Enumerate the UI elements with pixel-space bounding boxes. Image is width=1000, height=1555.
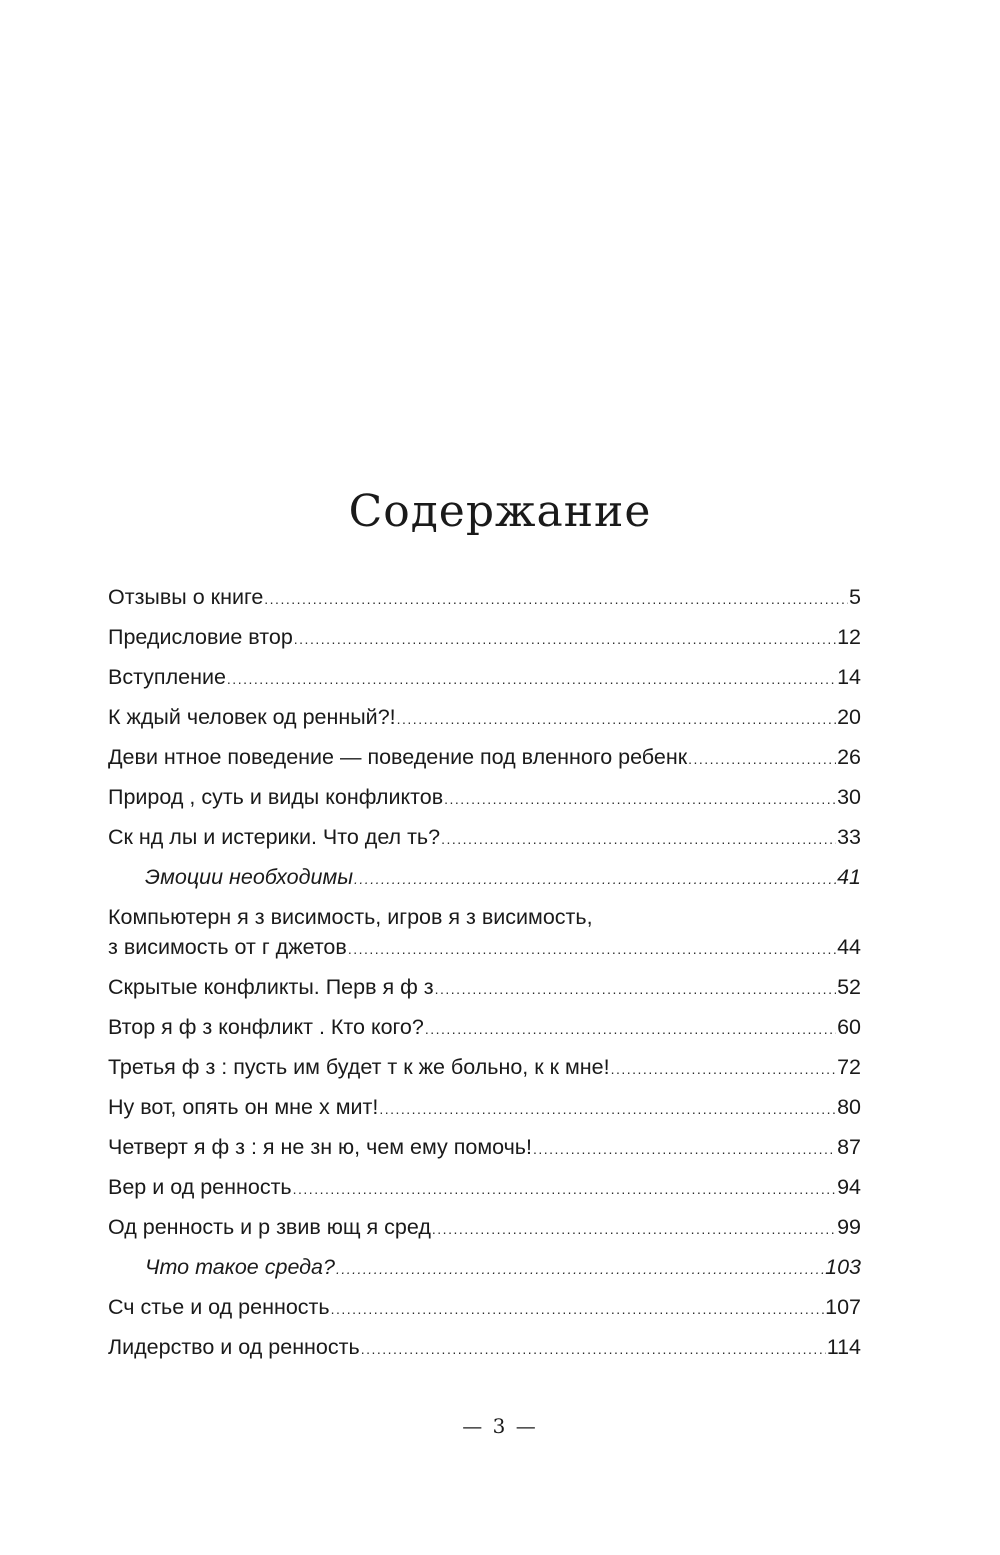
toc-entry-page: 52 xyxy=(837,975,861,999)
toc-entry-label: Эмоции необходимы xyxy=(145,865,354,889)
toc-entry xyxy=(108,1327,861,1367)
toc-entry xyxy=(108,817,861,857)
toc-entry-label: Четверт я ф з : я не зн ю, чем ему помочь! xyxy=(108,1135,532,1159)
toc-entry xyxy=(108,1127,861,1167)
toc-entry-line2 xyxy=(108,927,861,967)
toc-entry-label: Отзывы о книге xyxy=(108,585,264,609)
toc-leader xyxy=(432,1209,836,1249)
toc-entry-label: Вступление xyxy=(108,665,226,689)
toc-entry-label: Сч стье и од ренность xyxy=(108,1295,330,1319)
toc-subentry xyxy=(108,857,861,897)
toc-entry-page: 26 xyxy=(837,745,861,769)
toc-leader xyxy=(354,859,836,899)
toc-entry-label: Скрытые конфликты. Перв я ф з xyxy=(108,975,434,999)
toc-leader xyxy=(435,969,836,1009)
toc-entry xyxy=(108,1047,861,1087)
toc-leader xyxy=(425,1009,836,1049)
toc-leader xyxy=(294,619,836,659)
toc-entry-line1 xyxy=(108,897,861,927)
toc-leader xyxy=(533,1129,836,1169)
toc-entry-page: 103 xyxy=(825,1255,861,1279)
toc-entry xyxy=(108,1087,861,1127)
toc-entry-page: 30 xyxy=(837,785,861,809)
toc-entry-label: Ну вот, опять он мне х мит! xyxy=(108,1095,379,1119)
table-of-contents xyxy=(108,577,861,1367)
toc-leader xyxy=(293,1169,836,1209)
toc-leader xyxy=(361,1329,826,1369)
toc-entry xyxy=(108,577,861,617)
toc-leader xyxy=(397,699,836,739)
toc-entry-label: Природ , суть и виды конфликтов xyxy=(108,785,444,809)
toc-entry-label: Предисловие втор xyxy=(108,625,293,649)
toc-entry-page: 20 xyxy=(837,705,861,729)
toc-leader xyxy=(331,1289,825,1329)
toc-entry-page: 12 xyxy=(837,625,861,649)
toc-entry xyxy=(108,617,861,657)
toc-entry-page: 72 xyxy=(837,1055,861,1079)
toc-leader xyxy=(336,1249,824,1289)
toc-leader xyxy=(264,579,848,619)
page-number: — 3 — xyxy=(462,1414,538,1438)
toc-entry xyxy=(108,1287,861,1327)
toc-entry-page: 5 xyxy=(849,585,861,609)
toc-entry-label: Что такое среда? xyxy=(145,1255,335,1279)
toc-entry-page: 44 xyxy=(837,935,861,959)
toc-entry-page: 60 xyxy=(837,1015,861,1039)
toc-entry xyxy=(108,967,861,1007)
toc-entry xyxy=(108,1207,861,1247)
toc-entry-label: Од ренность и р звив ющ я сред xyxy=(108,1215,431,1239)
toc-entry-label: Втор я ф з конфликт . Кто кого? xyxy=(108,1015,424,1039)
toc-leader xyxy=(227,659,836,699)
toc-entry-page: 107 xyxy=(825,1295,861,1319)
toc-leader xyxy=(441,819,836,859)
toc-entry xyxy=(108,777,861,817)
toc-entry-page: 94 xyxy=(837,1175,861,1199)
toc-entry-label: Компьютерн я з висимость, игров я з висимость, xyxy=(108,905,593,929)
toc-entry-page: 41 xyxy=(837,865,861,889)
toc-title: Содержание xyxy=(348,486,652,537)
toc-entry-page: 114 xyxy=(826,1335,861,1359)
toc-entry xyxy=(108,1167,861,1207)
toc-leader xyxy=(688,739,836,779)
toc-entry xyxy=(108,657,861,697)
toc-entry xyxy=(108,1007,861,1047)
toc-leader xyxy=(379,1089,836,1129)
toc-entry-label: Ск нд лы и истерики. Что дел ть? xyxy=(108,825,441,849)
toc-entry-page: 14 xyxy=(837,665,861,689)
toc-entry-label: К ждый человек од ренный?! xyxy=(108,705,396,729)
toc-entry-label: Вер и од ренность xyxy=(108,1175,292,1199)
toc-leader xyxy=(444,779,836,819)
toc-subentry xyxy=(108,1247,861,1287)
toc-entry-label: Деви нтное поведение — поведение под вленного ребенк xyxy=(108,745,688,769)
toc-leader xyxy=(611,1049,836,1089)
toc-entry-page: 80 xyxy=(837,1095,861,1119)
toc-entry-label: Третья ф з : пусть им будет т к же больно, к к мне! xyxy=(108,1055,610,1079)
toc-entry-page: 99 xyxy=(837,1215,861,1239)
toc-entry-page: 33 xyxy=(837,825,861,849)
toc-entry xyxy=(108,737,861,777)
toc-entry xyxy=(108,697,861,737)
toc-entry-label-continued: з висимость от г джетов xyxy=(108,935,347,959)
toc-leader xyxy=(348,929,836,969)
toc-entry-page: 87 xyxy=(837,1135,861,1159)
toc-entry-label: Лидерство и од ренность xyxy=(108,1335,360,1359)
